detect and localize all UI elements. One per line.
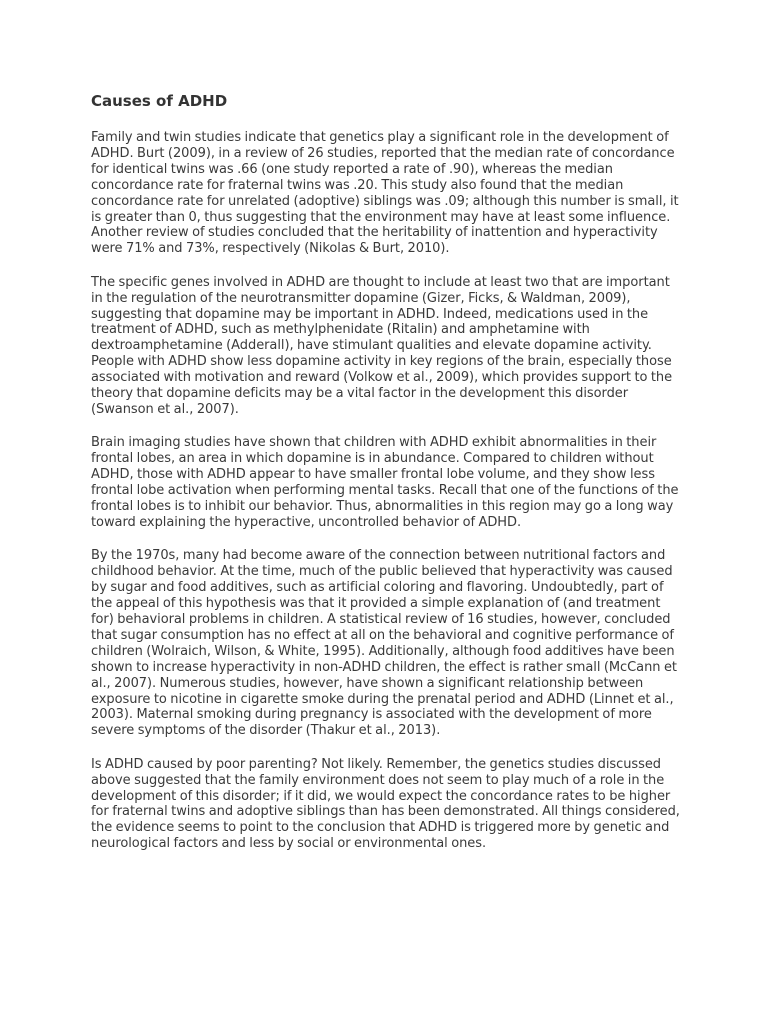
paragraph-brain-imaging: Brain imaging studies have shown that children with ADHD exhibit abnormalities in their frontal lobes, an area in which dopamine is in abundance. Compared to children without ADHD, those with ADHD appear to have smaller frontal lobe volume, and they show less frontal lobe activation when performing mental tasks. Recall that one of the functions of the frontal lobes is to inhibit our behavior. Thus, abnormalities in this region may go a long way toward explaining the hyperactive, uncontrolled behavior of ADHD. bbox=[91, 435, 679, 530]
document-title: Causes of ADHD bbox=[91, 92, 228, 110]
paragraph-genetics-twin-studies: Family and twin studies indicate that genetics play a significant role in the development of ADHD. Burt (2009), in a review of 26 studies, reported that the median rate of concordance for identical twins was .66 (one study reported a rate of .90), whereas the median concordance rate for fraternal twins was .20. This study also found that the median concordance rate for unrelated (adoptive) siblings was .09; although this number is small, it is greater than 0, thus suggesting that the environment may have at least some influence. Another review of studies concluded that the heritability of inattention and hyperactivity were 71% and 73%, respectively (Nikolas & Burt, 2010). bbox=[91, 130, 679, 257]
document-body bbox=[91, 91, 681, 870]
paragraph-parenting: Is ADHD caused by poor parenting? Not likely. Remember, the genetics studies discussed above suggested that the family environment does not seem to play much of a role in the development of this disorder; if it did, we would expect the concordance rates to be higher for fraternal twins and adoptive siblings than has been demonstrated. All things considered, the evidence seems to point to the conclusion that ADHD is triggered more by genetic and neurological factors and less by social or environmental ones. bbox=[91, 756, 680, 852]
paragraph-dopamine-genes: The specific genes involved in ADHD are thought to include at least two that are important in the regulation of the neurotransmitter dopamine (Gizer, Ficks, & Waldman, 2009), suggesting that dopamine may be important in ADHD. Indeed, medications used in the treatment of ADHD, such as methylphenidate (Ritalin) and amphetamine with dextroamphetamine (Adderall), have stimulant qualities and elevate dopamine activity. People with ADHD show less dopamine activity in key regions of the brain, especially those associated with motivation and reward (Volkow et al., 2009), which provides support to the theory that dopamine deficits may be a vital factor in the development this disorder (Swanson et al., 2007). bbox=[91, 274, 673, 417]
paragraph-nutrition-smoking: By the 1970s, many had become aware of the connection between nutritional factors and childhood behavior. At the time, much of the public believed that hyperactivity was caused by sugar and food additives, such as artificial coloring and flavoring. Undoubtedly, part of the appeal of this hypothesis was that it provided a simple explanation of (and treatment for) behavioral problems in children. A statistical review of 16 studies, however, concluded that sugar consumption has no effect at all on the behavioral and cognitive performance of children (Wolraich, Wilson, & White, 1995). Additionally, although food additives have been shown to increase hyperactivity in non-ADHD children, the effect is rather small (McCann et al., 2007). Numerous studies, however, have shown a significant relationship between exposure to nicotine in cigarette smoke during the prenatal period and ADHD (Linnet et al., 2003). Maternal smoking during pregnancy is associated with the development of more severe symptoms of the disorder (Thakur et al., 2013). bbox=[91, 548, 677, 739]
